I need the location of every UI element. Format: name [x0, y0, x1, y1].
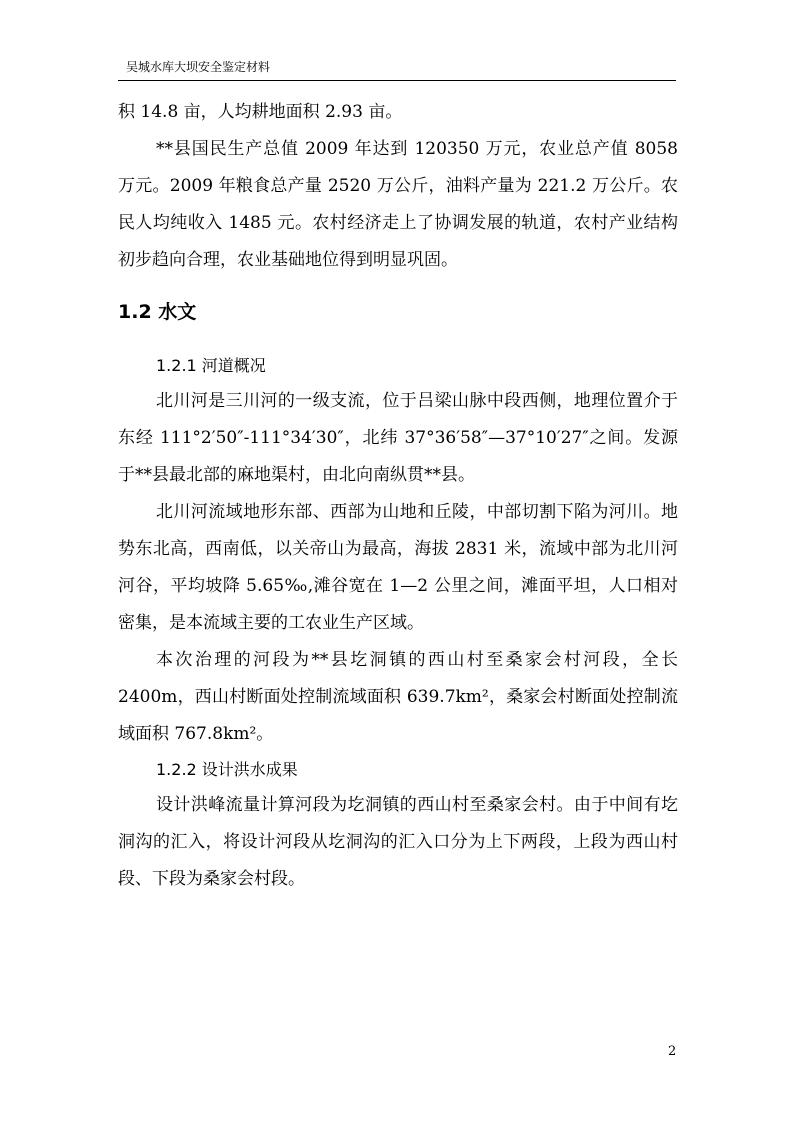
document-body [118, 94, 678, 898]
paragraph-terrain: 北川河流域地形东部、西部为山地和丘陵，中部切割下陷为河川。地势东北高，西南低，以关帝山为最高，海拔 2831 米，流域中部为北川河河谷，平均坡降 5.65‰,滩谷宽在 1—2 公里之间，滩面平坦，人口相对密集，是本流域主要的工农业生产区域。 [118, 502, 678, 633]
paragraph-design-flood: 设计洪峰流量计算河段为圪洞镇的西山村至桑家会村。由于中间有圪洞沟的汇入，将设计河段从圪洞沟的汇入口分为上下两段，上段为西山村段、下段为桑家会村段。 [118, 795, 678, 889]
paragraph-river-reach: 本次治理的河段为**县圪洞镇的西山村至桑家会村河段，全长 2400m，西山村断面处控制流域面积 639.7km²，桑家会村断面处控制流域面积 767.8km²。 [118, 650, 678, 744]
page-header: 吴城水库大坝安全鉴定材料 [126, 60, 271, 74]
section-heading-hydrology: 1.2 水文 [118, 301, 197, 323]
paragraph-river-location: 北川河是三川河的一级支流，位于吕梁山脉中段西侧，地理位置介于东经 111°2′50″-111°34′30″，北纬 37°36′58″—37°10′27″之间。发源于**县最北部的麻地渠村，由北向南纵贯**县。 [118, 391, 678, 485]
paragraph-economy: **县国民生产总值 2009 年达到 120350 万元，农业总产值 8058 万元。2009 年粮食总产量 2520 万公斤，油料产量为 221.2 万公斤。农民人均纯收入 1485 元。农村经济走上了协调发展的轨道，农村产业结构初步趋向合理，农业基础地位得到明显巩固。 [118, 139, 678, 270]
subsection-heading-design-flood: 1.2.2 设计洪水成果 [156, 760, 298, 779]
header-divider [118, 80, 676, 81]
paragraph-continued: 积 14.8 亩，人均耕地面积 2.93 亩。 [118, 102, 403, 122]
page-number: 2 [668, 1044, 677, 1059]
subsection-heading-river-overview: 1.2.1 河道概况 [156, 356, 266, 375]
